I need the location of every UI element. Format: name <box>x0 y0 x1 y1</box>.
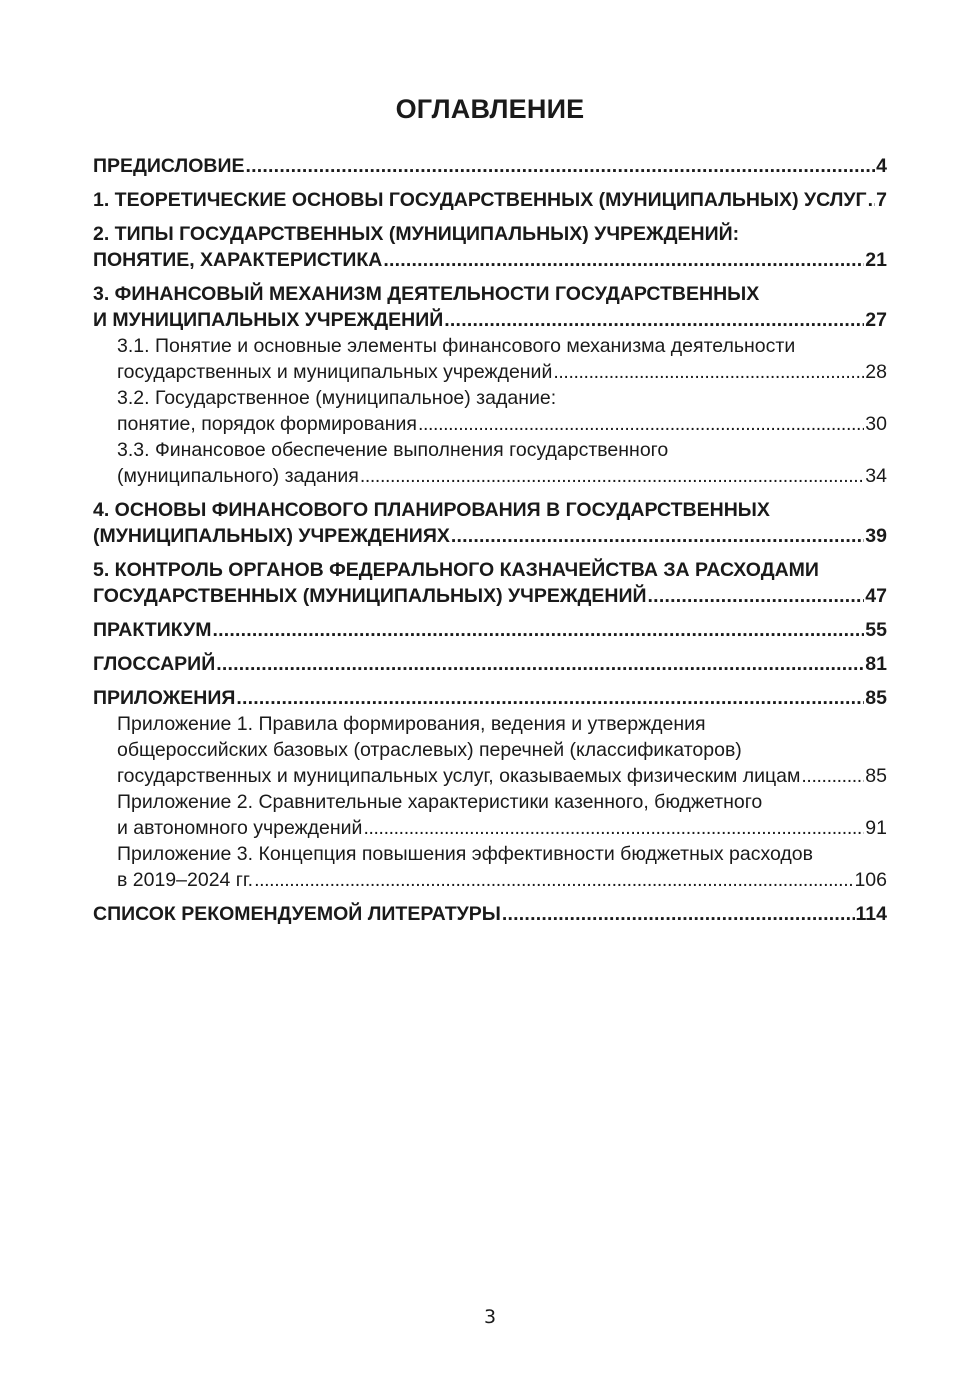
toc-page-number: 85 <box>865 687 887 709</box>
leader-dots <box>451 523 864 544</box>
toc-page-number: 28 <box>865 361 887 383</box>
toc-page-number: 30 <box>865 413 887 435</box>
toc-page-number: 85 <box>865 765 887 787</box>
toc-page-number: 47 <box>865 585 887 607</box>
toc-entry-practicum[interactable] <box>93 617 887 643</box>
toc-entry-appendix-1[interactable] <box>93 711 887 789</box>
toc-entry-glossary[interactable] <box>93 651 887 677</box>
toc-entry-title-line: общероссийских базовых (отраслевых) перечней (классификаторов) <box>117 739 742 761</box>
toc-entry-title: (МУНИЦИПАЛЬНЫХ) УЧРЕЖДЕНИЯХ <box>93 525 450 547</box>
leader-dots <box>418 411 864 432</box>
toc-entry-title: и автономного учреждений <box>117 817 363 839</box>
toc-page-number: 4 <box>876 155 887 177</box>
toc-entry-chapter-4[interactable] <box>93 497 887 549</box>
toc-entry-title: ПРАКТИКУМ <box>93 619 212 641</box>
toc-page-number: 55 <box>865 619 887 641</box>
toc-entry-chapter-1[interactable] <box>93 187 887 213</box>
toc-entry-appendix-3[interactable] <box>93 841 887 893</box>
page-title: ОГЛАВЛЕНИЕ <box>395 94 585 124</box>
toc-page-number: 106 <box>854 869 887 891</box>
leader-dots <box>553 359 864 380</box>
toc-entry-title-line: Приложение 1. Правила формирования, ведения и утверждения <box>117 713 706 735</box>
toc-entry-chapter-2[interactable] <box>93 221 887 273</box>
toc-entry-title: СПИСОК РЕКОМЕНДУЕМОЙ ЛИТЕРАТУРЫ <box>93 903 501 925</box>
toc-entry-title: (муниципального) задания <box>117 465 359 487</box>
toc-entry-title: ПОНЯТИЕ, ХАРАКТЕРИСТИКА <box>93 249 383 271</box>
toc-entry-appendices[interactable] <box>93 685 887 711</box>
toc-entry-title: государственных и муниципальных учреждений <box>117 361 553 383</box>
toc-entry-preface[interactable] <box>93 153 887 179</box>
toc-page-number: 7 <box>876 189 887 211</box>
toc-entry-title-line: 4. ОСНОВЫ ФИНАНСОВОГО ПЛАНИРОВАНИЯ В ГОСУДАРСТВЕННЫХ <box>93 499 770 521</box>
toc-page-number: 81 <box>865 653 887 675</box>
toc-entry-title: понятие, порядок формирования <box>117 413 417 435</box>
toc-page-number: 114 <box>855 903 887 925</box>
toc-entry-title: ГЛОССАРИЙ <box>93 653 216 675</box>
leader-dots <box>868 187 876 208</box>
page-number: 3 <box>483 1306 497 1328</box>
leader-dots <box>801 763 864 784</box>
leader-dots <box>236 685 864 706</box>
toc-entry-title: ГОСУДАРСТВЕННЫХ (МУНИЦИПАЛЬНЫХ) УЧРЕЖДЕНИЙ <box>93 585 647 607</box>
toc-entry-title-line: 3.2. Государственное (муниципальное) задание: <box>117 387 557 409</box>
toc-page-number: 34 <box>865 465 887 487</box>
toc-entry-section-3-2[interactable] <box>93 385 887 437</box>
leader-dots <box>502 901 855 922</box>
leader-dots <box>648 583 865 604</box>
toc-page-number: 21 <box>865 249 887 271</box>
toc-page-number: 27 <box>865 309 887 331</box>
leader-dots <box>363 815 864 836</box>
leader-dots <box>254 867 853 888</box>
toc-entry-title: 1. ТЕОРЕТИЧЕСКИЕ ОСНОВЫ ГОСУДАРСТВЕННЫХ (МУНИЦИПАЛЬНЫХ) УСЛУГ <box>93 189 867 211</box>
leader-dots <box>216 651 864 672</box>
leader-dots <box>246 153 876 174</box>
leader-dots <box>360 463 864 484</box>
toc-page-number: 91 <box>865 817 887 839</box>
toc-entry-section-3-1[interactable] <box>93 333 887 385</box>
table-of-contents <box>93 153 887 927</box>
toc-entry-title-line: 3. ФИНАНСОВЫЙ МЕХАНИЗМ ДЕЯТЕЛЬНОСТИ ГОСУДАРСТВЕННЫХ <box>93 283 760 305</box>
leader-dots <box>444 307 864 328</box>
leader-dots <box>383 247 864 268</box>
toc-entry-title-line: 3.1. Понятие и основные элементы финансового механизма деятельности <box>117 335 796 357</box>
toc-entry-title: в 2019–2024 гг. <box>117 869 254 891</box>
toc-entry-title-line: 5. КОНТРОЛЬ ОРГАНОВ ФЕДЕРАЛЬНОГО КАЗНАЧЕЙСТВА ЗА РАСХОДАМИ <box>93 559 819 581</box>
toc-entry-chapter-3[interactable] <box>93 281 887 333</box>
toc-entry-title-line: 2. ТИПЫ ГОСУДАРСТВЕННЫХ (МУНИЦИПАЛЬНЫХ) УЧРЕЖДЕНИЙ: <box>93 223 740 245</box>
toc-entry-chapter-5[interactable] <box>93 557 887 609</box>
toc-entry-title-line: Приложение 2. Сравнительные характеристики казенного, бюджетного <box>117 791 763 813</box>
toc-entry-title: И МУНИЦИПАЛЬНЫХ УЧРЕЖДЕНИЙ <box>93 309 444 331</box>
toc-entry-title-line: Приложение 3. Концепция повышения эффективности бюджетных расходов <box>117 843 814 865</box>
toc-page-number: 39 <box>865 525 887 547</box>
toc-entry-section-3-3[interactable] <box>93 437 887 489</box>
leader-dots <box>212 617 864 638</box>
toc-entry-bibliography[interactable] <box>93 901 887 927</box>
toc-entry-title: государственных и муниципальных услуг, оказываемых физическим лицам <box>117 765 801 787</box>
toc-entry-appendix-2[interactable] <box>93 789 887 841</box>
toc-entry-title: ПРИЛОЖЕНИЯ <box>93 687 236 709</box>
toc-entry-title-line: 3.3. Финансовое обеспечение выполнения государственного <box>117 439 669 461</box>
toc-entry-title: ПРЕДИСЛОВИЕ <box>93 155 245 177</box>
